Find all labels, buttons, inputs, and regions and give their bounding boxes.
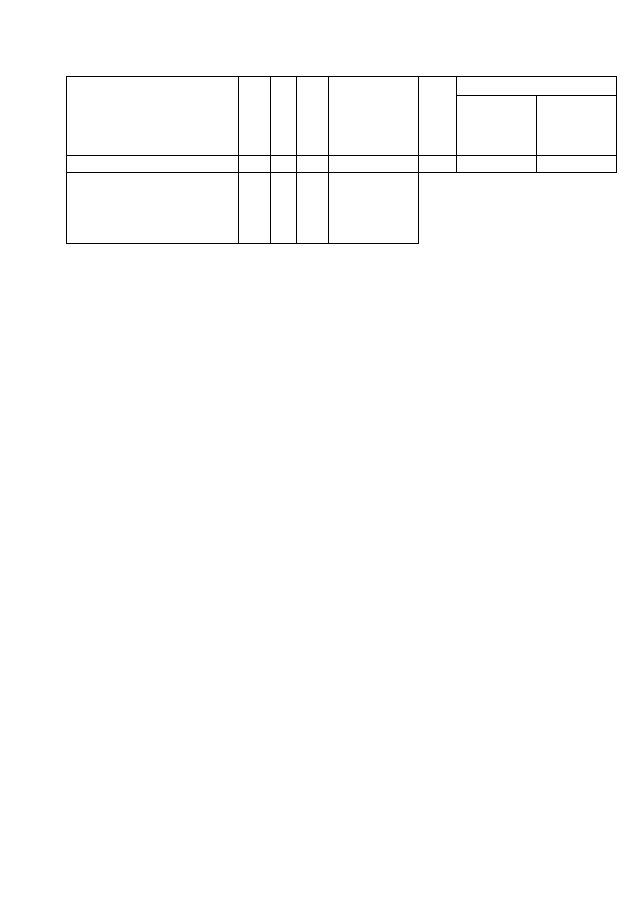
table-row [67,172,617,243]
header-target-article [329,77,419,156]
row-ministry [239,172,271,243]
row-sum-2018 [457,156,537,173]
header-year-2019 [537,96,617,156]
table-row [67,156,617,173]
header-name [67,77,239,156]
header-sum [457,77,617,96]
header-section [271,77,297,156]
row-ministry [239,156,271,173]
header-expense-group [419,77,457,156]
row-subsection [297,172,329,243]
row-section [271,156,297,173]
row-target-article [329,156,419,173]
row-name [67,172,239,243]
row-target-article [329,172,419,243]
row-section [271,172,297,243]
header-year-2018 [457,96,537,156]
row-subsection [297,156,329,173]
row-sum-2019 [537,156,617,173]
header-subsection [297,77,329,156]
row-expense-group [419,156,457,173]
row-name [67,156,239,173]
header-ministry [239,77,271,156]
budget-table [66,76,617,244]
